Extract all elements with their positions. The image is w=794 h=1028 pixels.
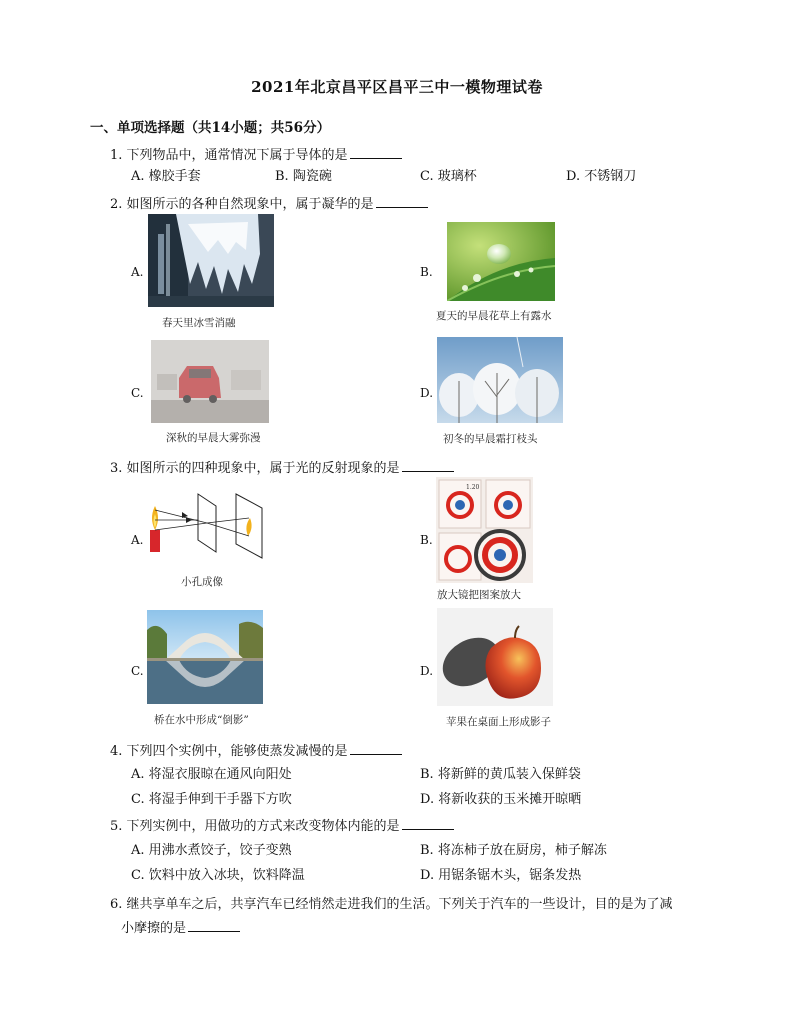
question-3 (110, 457, 454, 476)
q2-caption-a: 春天里冰雪消融 (162, 317, 236, 329)
magnifier-stamps-image (436, 477, 533, 583)
q1-option-d: D. 不锈钢刀 (566, 169, 637, 184)
q3-letter-d: D. (420, 664, 434, 678)
question-4 (110, 740, 402, 759)
melting-ice-image (148, 214, 274, 307)
q2-caption-b: 夏天的早晨花草上有露水 (436, 310, 552, 322)
answer-blank (402, 817, 454, 830)
q3-caption-c: 桥在水中形成“倒影” (154, 714, 249, 726)
q3-caption-b: 放大镜把图案放大 (437, 589, 521, 601)
answer-blank (350, 742, 402, 755)
q1-option-a: A. 橡胶手套 (131, 169, 201, 184)
section-heading: 一、单项选择题（共14小题；共56分） (90, 120, 331, 136)
q3-caption-a: 小孔成像 (181, 576, 223, 588)
q2-letter-a: A. (131, 265, 144, 279)
question-2 (110, 193, 428, 212)
question-1-stem: 1. 下列物品中，通常情况下属于导体的是 (110, 148, 348, 163)
question-6-line-1: 6. 继共享单车之后，共享汽车已经悄然走进我们的生活。下列关于汽车的一些设计，目的是为了减 (110, 897, 673, 912)
stamp-value-text: 1.20 (466, 484, 480, 491)
q5-option-a: A. 用沸水煮饺子，饺子变熟 (131, 843, 292, 858)
q2-letter-d: D. (420, 386, 434, 400)
page-title: 2021年北京昌平区昌平三中一模物理试卷 (251, 78, 543, 96)
q2-caption-c: 深秋的早晨大雾弥漫 (166, 432, 261, 444)
answer-blank (350, 146, 402, 159)
q3-letter-a: A. (131, 533, 144, 547)
q1-option-b: B. 陶瓷碗 (275, 169, 332, 184)
fog-image (151, 340, 269, 423)
q5-option-d: D. 用锯条锯木头，锯条发热 (420, 868, 582, 883)
question-2-stem: 2. 如图所示的各种自然现象中，属于凝华的是 (110, 197, 374, 212)
q3-letter-c: C. (131, 664, 144, 678)
frost-trees-image (437, 337, 563, 423)
dew-leaf-image (447, 222, 555, 301)
q1-option-c: C. 玻璃杯 (420, 169, 477, 184)
q4-option-d: D. 将新收获的玉米摊开晾晒 (420, 792, 582, 807)
question-6-stem-end: 小摩擦的是 (121, 921, 187, 936)
question-6-line-2 (121, 917, 240, 936)
question-5 (110, 815, 454, 834)
q3-letter-b: B. (420, 533, 433, 547)
apple-shadow-image (437, 608, 553, 706)
q2-caption-d: 初冬的早晨霜打枝头 (443, 433, 538, 445)
q5-option-c: C. 饮料中放入冰块，饮料降温 (131, 868, 305, 883)
question-3-stem: 3. 如图所示的四种现象中，属于光的反射现象的是 (110, 461, 400, 476)
answer-blank (402, 459, 454, 472)
q4-option-b: B. 将新鲜的黄瓜装入保鲜袋 (420, 767, 581, 782)
q2-letter-b: B. (420, 265, 433, 279)
bridge-reflection-image (147, 610, 263, 704)
question-5-stem: 5. 下列实例中，用做功的方式来改变物体内能的是 (110, 819, 400, 834)
question-1 (110, 144, 402, 163)
q4-option-a: A. 将湿衣服晾在通风向阳处 (131, 767, 292, 782)
answer-blank (376, 195, 428, 208)
q4-option-c: C. 将湿手伸到干手器下方吹 (131, 792, 292, 807)
q3-caption-d: 苹果在桌面上形成影子 (446, 716, 551, 728)
question-4-stem: 4. 下列四个实例中，能够使蒸发减慢的是 (110, 744, 348, 759)
q2-letter-c: C. (131, 386, 144, 400)
q5-option-b: B. 将冻柿子放在厨房，柿子解冻 (420, 843, 607, 858)
answer-blank (188, 919, 240, 932)
pinhole-diagram (146, 490, 268, 562)
